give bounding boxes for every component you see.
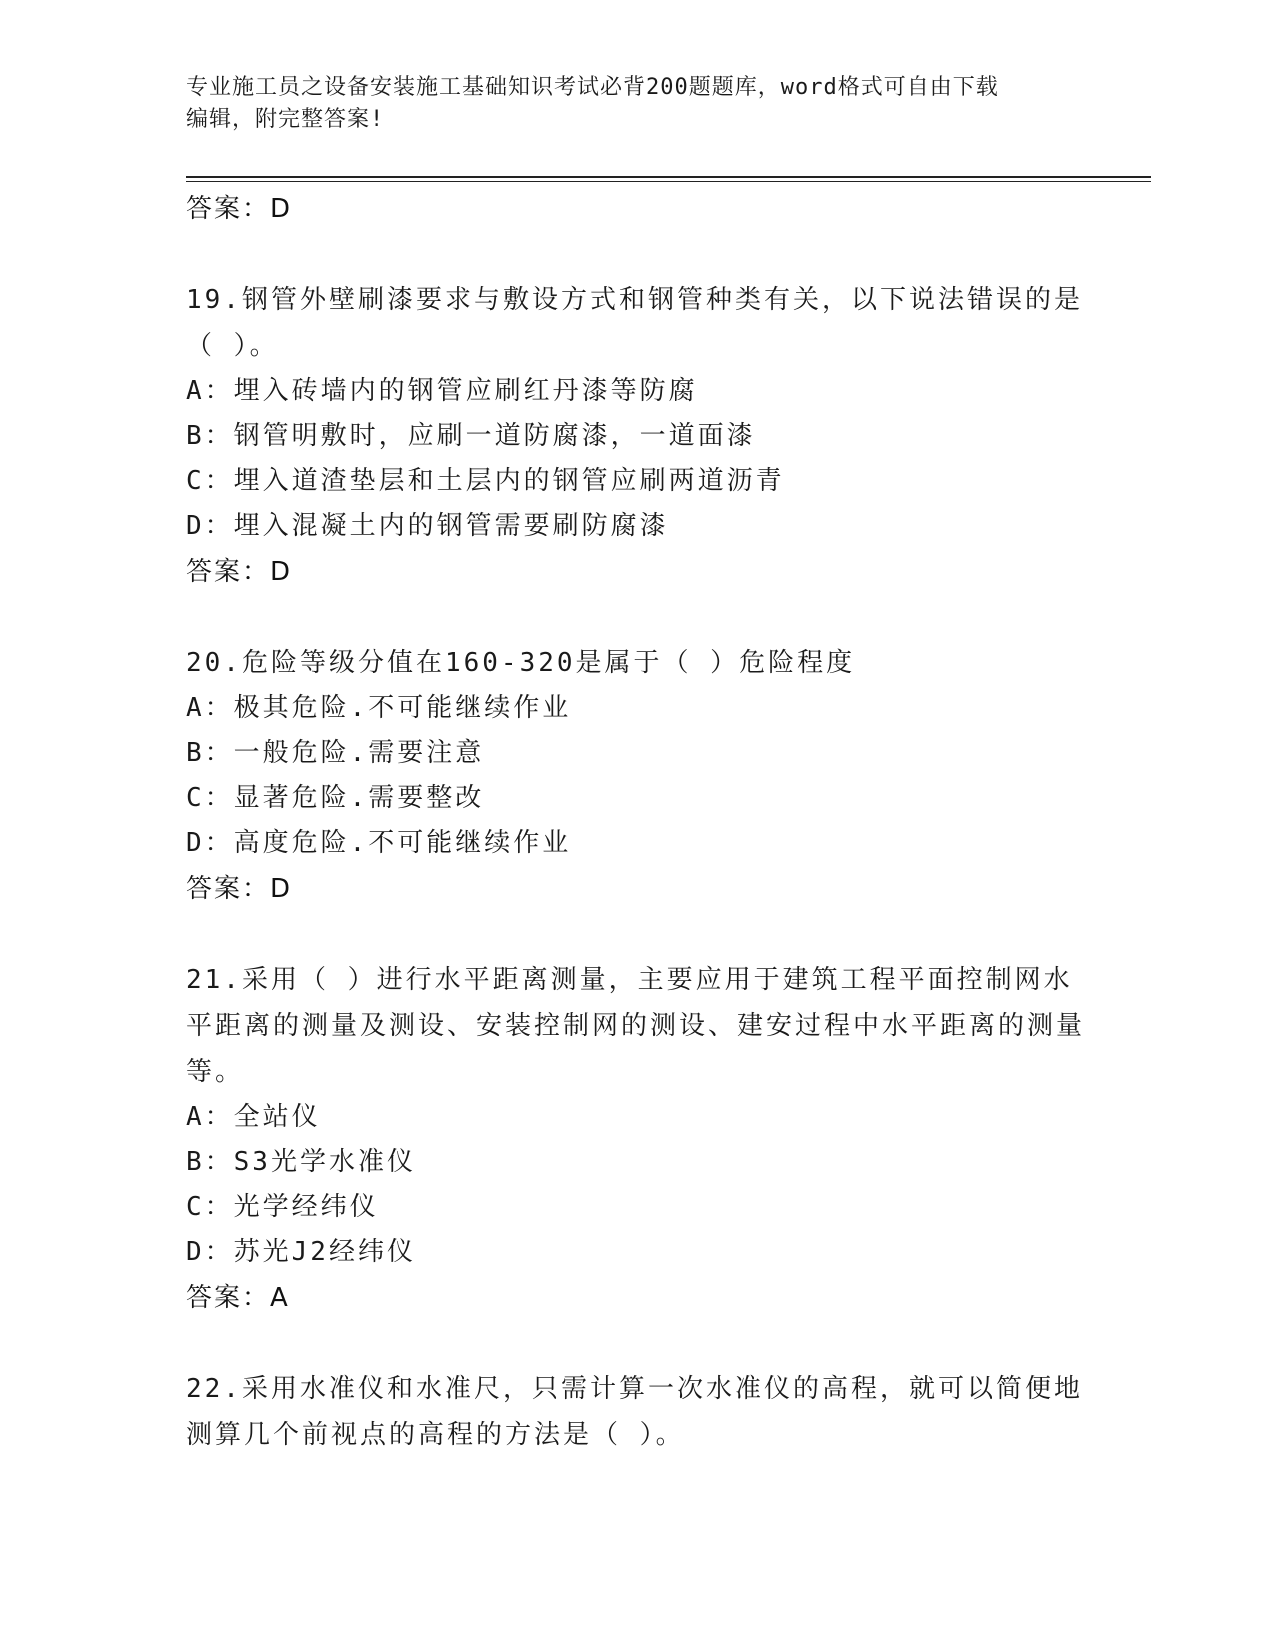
answer: 答案：D	[186, 874, 293, 904]
document-content	[186, 186, 1086, 1458]
option-b: B：一般危险.需要注意	[186, 738, 485, 768]
option-a: A：埋入砖墙内的钢管应刷红丹漆等防腐	[186, 376, 698, 406]
answer: 答案：D	[186, 557, 293, 587]
question-19	[186, 277, 1086, 595]
question-22	[186, 1366, 1086, 1458]
question-text: 22.采用水准仪和水准尺，只需计算一次水准仪的高程，就可以简便地测算几个前视点的高程的方法是（ ）。	[186, 1374, 1083, 1450]
spacer	[186, 595, 1086, 640]
spacer	[186, 232, 1086, 277]
question-text: 20.危险等级分值在160-320是属于（ ）危险程度	[186, 648, 856, 678]
question-20	[186, 640, 1086, 912]
question-21	[186, 957, 1086, 1321]
previous-answer: 答案：D	[186, 194, 293, 224]
header-line-1: 专业施工员之设备安装施工基础知识考试必背200题题库，word格式可自由下载	[186, 75, 999, 100]
option-d: D：埋入混凝土内的钢管需要刷防腐漆	[186, 511, 669, 541]
option-b: B：S3光学水准仪	[186, 1147, 416, 1177]
spacer	[186, 1321, 1086, 1366]
option-a: A：极其危险.不可能继续作业	[186, 693, 572, 723]
option-b: B：钢管明敷时，应刷一道防腐漆，一道面漆	[186, 421, 756, 451]
option-c: C：显著危险.需要整改	[186, 783, 485, 813]
question-text: 21.采用（ ）进行水平距离测量，主要应用于建筑工程平面控制网水平距离的测量及测设、安装控制网的测设、建安过程中水平距离的测量等。	[186, 965, 1086, 1087]
option-d: D：高度危险.不可能继续作业	[186, 828, 572, 858]
header-line-2: 编辑，附完整答案!	[186, 107, 385, 132]
question-text: 19.钢管外壁刷漆要求与敷设方式和钢管种类有关，以下说法错误的是（ ）。	[186, 285, 1083, 361]
header-divider-thin	[186, 181, 1151, 182]
spacer	[186, 912, 1086, 957]
option-a: A：全站仪	[186, 1102, 321, 1132]
answer: 答案：A	[186, 1283, 290, 1313]
header-divider-thick	[186, 176, 1151, 178]
option-d: D：苏光J2经纬仪	[186, 1237, 416, 1267]
page-header	[186, 72, 1066, 136]
option-c: C：光学经纬仪	[186, 1192, 379, 1222]
option-c: C：埋入道渣垫层和土层内的钢管应刷两道沥青	[186, 466, 785, 496]
